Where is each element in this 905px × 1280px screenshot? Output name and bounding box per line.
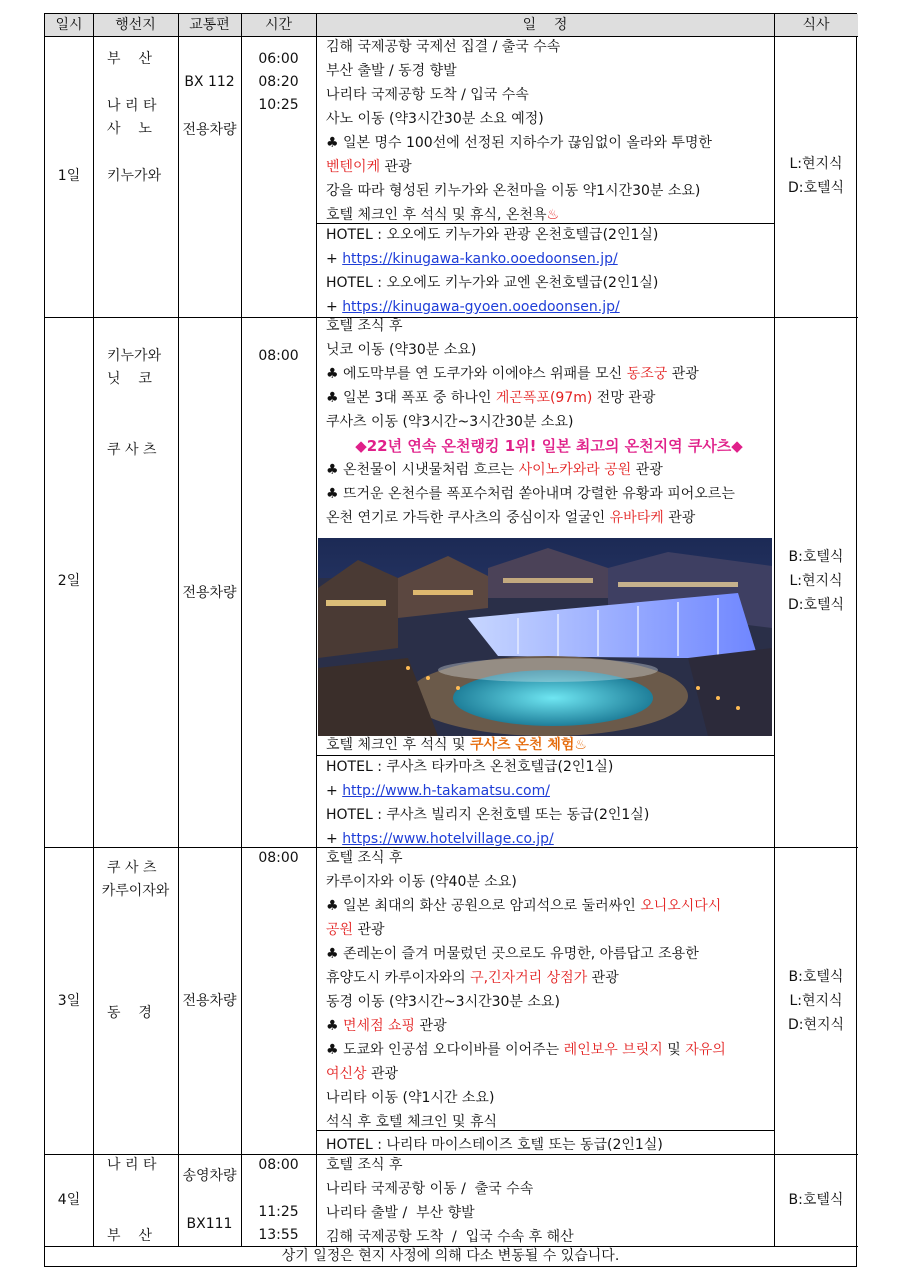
schedule-line: 카루이자와 이동 (약40분 소요) — [326, 874, 517, 890]
schedule-line — [326, 1062, 772, 1086]
meal-label: D:현지식 — [787, 1017, 845, 1033]
hot-spring-icon: ♨ — [546, 207, 560, 223]
schedule-line — [326, 386, 772, 410]
schedule-line: 나리타 이동 (약1시간 소요) — [326, 1090, 495, 1106]
schedule-text: ♣ — [326, 1018, 344, 1034]
schedule-text: 및 — [662, 1042, 686, 1058]
schedule-line: 나리타 국제공항 이동 / 출국 수속 — [326, 1181, 534, 1197]
schedule-line: 호텔 조식 후 — [326, 1157, 403, 1173]
schedule-text: 휴양도시 카루이자와의 — [326, 970, 471, 986]
meal-label: D:호텔식 — [787, 180, 845, 196]
schedule-line — [326, 506, 772, 530]
highlight-text: 동조궁 — [626, 366, 668, 382]
header-meal: 식사 — [774, 14, 858, 37]
grid-line — [178, 14, 179, 1246]
hot-spring-icon: ♨ — [574, 737, 587, 753]
schedule-text: 호텔 체크인 후 석식 및 — [326, 737, 470, 753]
highlight-text: 자유의 — [685, 1042, 726, 1058]
schedule-text: ♣ 에도막부를 연 도쿠가와 이에야스 위패를 모신 — [326, 366, 627, 382]
meal-label: D:호텔식 — [787, 597, 845, 613]
schedule-text: 호텔 체크인 후 석식 및 휴식, 온천욕 — [326, 207, 547, 223]
meal-cell — [774, 152, 858, 200]
hotel-block — [326, 755, 772, 851]
schedule-text: ♣ 도쿄와 인공섬 오다이바를 이어주는 — [326, 1042, 564, 1058]
hotel-line: HOTEL : 쿠사츠 타카마츠 온천호텔급(2인1실) — [326, 759, 614, 775]
grid-line — [316, 14, 317, 1246]
place-label: 나 리 타 — [107, 1157, 157, 1173]
time-label: 08:20 — [258, 74, 299, 90]
time-label: 08:00 — [258, 348, 299, 364]
onsen-night-photo — [318, 538, 772, 736]
hotel-link[interactable]: https://www.hotelvillage.co.jp/ — [342, 831, 554, 847]
schedule-line: 호텔 조식 후 — [326, 318, 403, 334]
schedule-line: 나리타 출발 / 부산 향발 — [326, 1205, 475, 1221]
schedule-line: ♣ 뜨거운 온천수를 폭포수처럼 쏟아내며 강렬한 유황과 피어오르는 — [326, 486, 735, 502]
place-label: 사 노 — [107, 121, 152, 137]
schedule-text: 관광 — [353, 922, 385, 938]
header-transport: 교통편 — [178, 14, 241, 37]
schedule-line: ♣ 존레논이 즐겨 머물렀던 곳으로도 유명한, 아름답고 조용한 — [326, 946, 699, 962]
schedule-line: 나리타 국제공항 도착 / 입국 수속 — [326, 87, 529, 103]
schedule-line — [326, 918, 772, 942]
schedule-text: 관광 — [415, 1018, 447, 1034]
day-label: 1일 — [57, 168, 81, 184]
transport-label: BX111 — [186, 1216, 233, 1232]
schedule-text: 온천 연기로 가득한 쿠사츠의 중심이자 얼굴인 — [326, 510, 610, 526]
hotel-block — [326, 223, 772, 319]
schedule-text: 관광 — [667, 366, 699, 382]
place-label: 쿠 사 츠 — [107, 442, 157, 458]
meal-cell — [774, 545, 858, 617]
day-label: 4일 — [57, 1192, 81, 1208]
meal-label: B:호텔식 — [788, 969, 844, 985]
hotel-line: HOTEL : 쿠사츠 빌리지 온천호텔 또는 동급(2인1실) — [326, 807, 650, 823]
footer-note: 상기 일정은 현지 사정에 의해 다소 변동될 수 있습니다. — [281, 1248, 620, 1264]
highlight-text: 유바타케 — [609, 510, 664, 526]
time-label: 06:00 — [258, 51, 299, 67]
schedule-text: 관광 — [663, 510, 696, 526]
plus-icon: + — [326, 831, 338, 847]
highlight-text: 구,긴자거리 상점가 — [470, 970, 588, 986]
highlight-text: 면세점 쇼핑 — [343, 1018, 416, 1034]
highlight-text: 게곤폭포(97m) — [495, 390, 593, 406]
grid-line — [93, 14, 94, 1246]
schedule-line: 부산 출발 / 동경 향발 — [326, 63, 457, 79]
place-label: 쿠 사 츠 — [107, 860, 157, 876]
meal-label: B:호텔식 — [788, 549, 844, 565]
highlight-text: 벤텐이케 — [326, 159, 381, 175]
transport-label: 송영차량 — [182, 1168, 237, 1184]
day-label: 3일 — [57, 993, 81, 1009]
header-place: 행선지 — [93, 14, 178, 37]
meal-label: L:현지식 — [789, 156, 843, 172]
hotel-link[interactable]: https://kinugawa-gyoen.ooedoonsen.jp/ — [342, 299, 620, 315]
grid-line — [241, 14, 242, 1246]
schedule-line — [326, 1038, 772, 1062]
time-label: 10:25 — [258, 97, 299, 113]
schedule-line — [326, 733, 772, 757]
schedule-block — [326, 314, 772, 530]
schedule-line: 호텔 조식 후 — [326, 850, 403, 866]
place-label: 동 경 — [107, 1005, 152, 1021]
transport-label: BX 112 — [184, 74, 235, 90]
schedule-line — [326, 894, 772, 918]
transport-label: 전용차량 — [182, 122, 237, 138]
schedule-line: 김해 국제공항 국제선 집결 / 출국 수속 — [326, 39, 561, 55]
schedule-text: 관광 — [587, 970, 619, 986]
transport-label: 전용차량 — [182, 993, 237, 1009]
hotel-link-line — [326, 247, 772, 271]
plus-icon: + — [326, 299, 338, 315]
schedule-text: 관광 — [380, 159, 412, 175]
hotel-link[interactable]: https://kinugawa-kanko.ooedoonsen.jp/ — [342, 251, 618, 267]
day-label: 2일 — [57, 573, 81, 589]
header-time: 시간 — [241, 14, 316, 37]
schedule-text: ♣ 일본 최대의 화산 공원으로 암괴석으로 둘러싸인 — [326, 898, 641, 914]
highlight-text: 쿠사츠 온천 체험 — [469, 737, 575, 753]
schedule-block — [326, 35, 772, 227]
schedule-line: 동경 이동 (약3시간~3시간30분 소요) — [326, 994, 560, 1010]
highlight-text: 오니오시다시 — [640, 898, 722, 914]
schedule-line — [326, 1014, 772, 1038]
time-label: 08:00 — [258, 850, 299, 866]
place-label: 나 리 타 — [107, 98, 157, 114]
schedule-block — [326, 1153, 772, 1249]
place-label: 키누가와 — [107, 348, 162, 364]
hotel-line: HOTEL : 오오에도 키누가와 교엔 온천호텔급(2인1실) — [326, 275, 659, 291]
schedule-line: ♣ 일본 명수 100선에 선정된 지하수가 끊임없이 올라와 투명한 — [326, 135, 712, 151]
schedule-text: 관광 — [366, 1066, 399, 1082]
hotel-link-line — [326, 779, 772, 803]
highlight-text: 여신상 — [326, 1066, 367, 1082]
place-label: 카루이자와 — [101, 883, 170, 899]
place-label: 부 산 — [107, 1228, 152, 1244]
plus-icon: + — [326, 783, 338, 799]
schedule-line — [326, 458, 772, 482]
schedule-line — [326, 966, 772, 990]
place-label: 닛 코 — [107, 371, 152, 387]
schedule-block — [326, 846, 772, 1157]
photo-illustration — [318, 538, 772, 736]
meal-label: B:호텔식 — [788, 1192, 844, 1208]
schedule-text: ♣ 일본 3대 폭포 중 하나인 — [326, 390, 496, 406]
promo-banner: ◆22년 연속 온천랭킹 1위! 일본 최고의 온천지역 쿠사츠◆ — [355, 437, 743, 455]
schedule-text: 전망 관광 — [592, 390, 656, 406]
schedule-text: ♣ 온천물이 시냇물처럼 흐르는 — [326, 462, 519, 478]
header-day: 일시 — [45, 14, 93, 37]
time-label: 08:00 — [258, 1157, 299, 1173]
schedule-line: 닛코 이동 (약30분 소요) — [326, 342, 477, 358]
schedule-line — [326, 362, 772, 386]
time-label: 11:25 — [258, 1204, 299, 1220]
time-label: 13:55 — [258, 1227, 299, 1243]
hotel-line: HOTEL : 오오에도 키누가와 관광 온천호텔급(2인1실) — [326, 227, 659, 243]
hotel-line: HOTEL : 나리타 마이스테이즈 호텔 또는 동급(2인1실) — [326, 1137, 663, 1153]
schedule-text: 관광 — [631, 462, 663, 478]
itinerary-table — [44, 13, 857, 1267]
schedule-line: 쿠사츠 이동 (약3시간~3시간30분 소요) — [326, 414, 574, 430]
schedule-line: 사노 이동 (약3시간30분 소요 예정) — [326, 111, 544, 127]
highlight-text: 사이노카와라 공원 — [518, 462, 632, 478]
highlight-text: 공원 — [326, 922, 354, 938]
schedule-line: 김해 국제공항 도착 / 입국 수속 후 해산 — [326, 1229, 574, 1245]
schedule-line: 석식 후 호텔 체크인 및 휴식 — [326, 1114, 498, 1130]
meal-cell — [774, 965, 858, 1037]
place-label: 키누가와 — [107, 168, 162, 184]
place-label: 부 산 — [107, 51, 152, 67]
plus-icon: + — [326, 251, 338, 267]
header-schedule: 일 정 — [316, 14, 774, 37]
meal-label: L:현지식 — [789, 573, 843, 589]
schedule-line: 강을 따라 형성된 키누가와 온천마을 이동 약1시간30분 소요) — [326, 183, 701, 199]
hotel-link[interactable]: http://www.h-takamatsu.com/ — [342, 783, 550, 799]
meal-label: L:현지식 — [789, 993, 843, 1009]
transport-label: 전용차량 — [182, 585, 237, 601]
schedule-line — [326, 155, 772, 179]
highlight-text: 레인보우 브릿지 — [563, 1042, 663, 1058]
